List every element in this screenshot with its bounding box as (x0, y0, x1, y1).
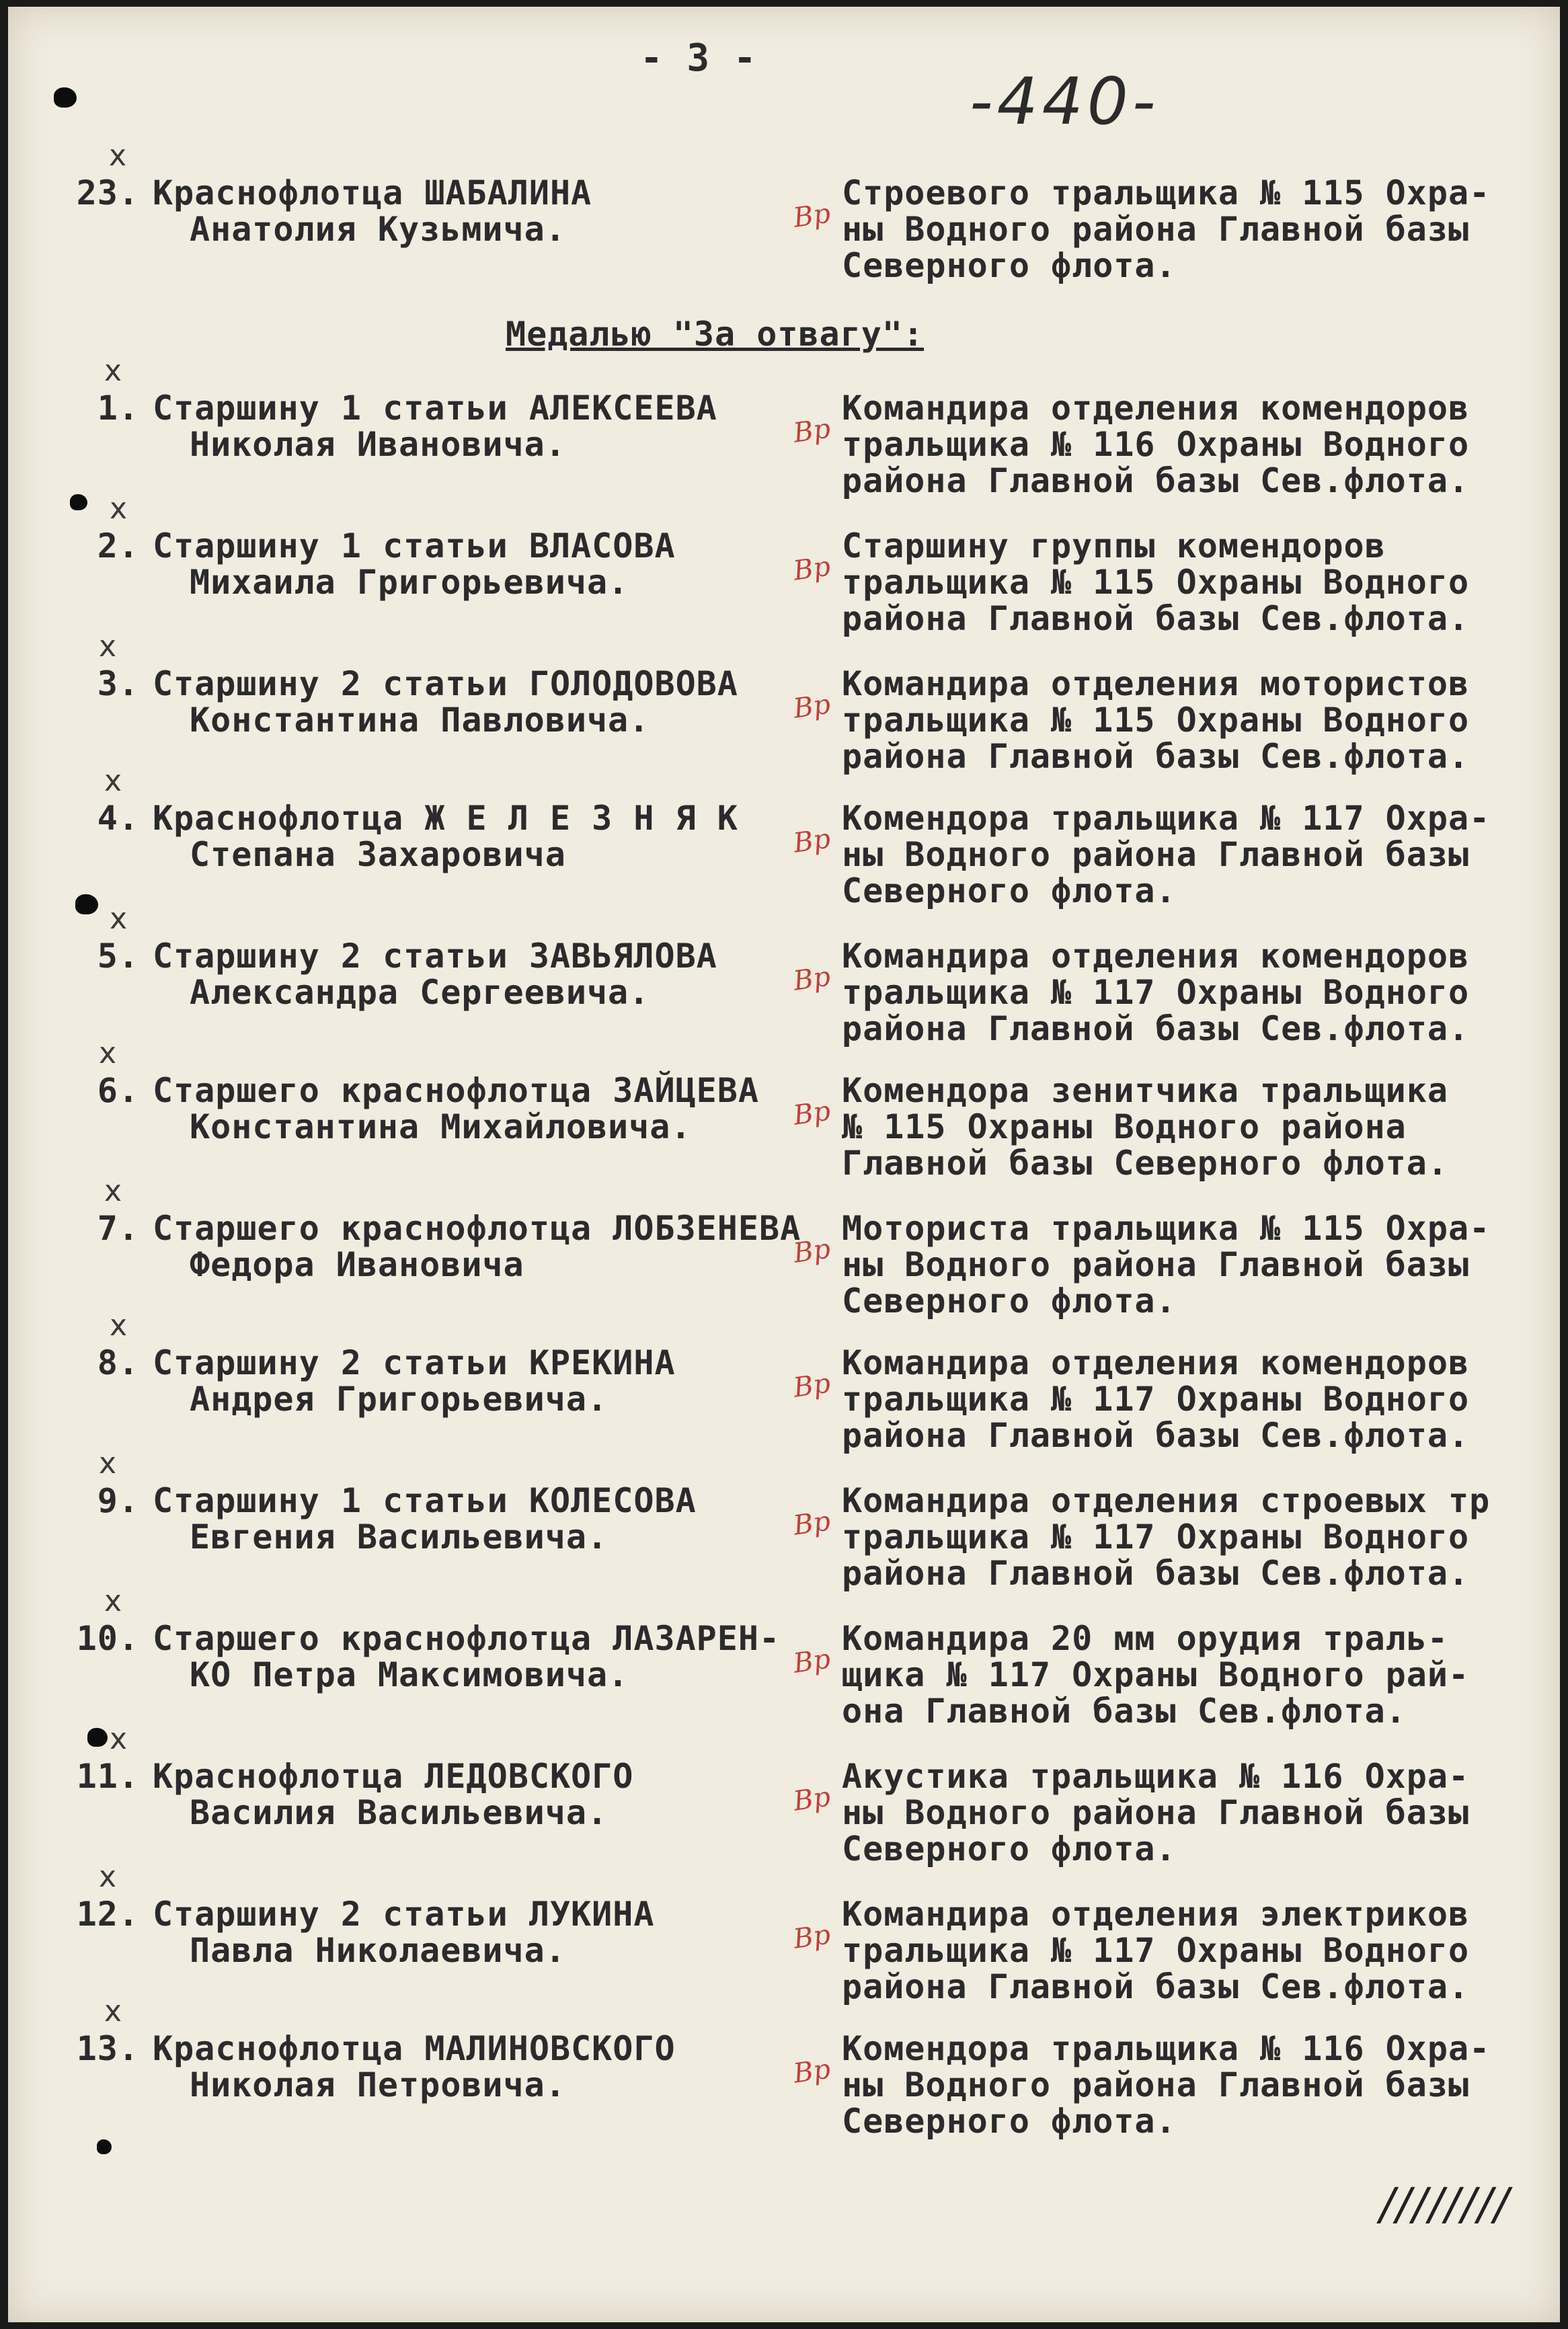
entry-number: 2. (97, 526, 139, 565)
check-mark: х (110, 902, 128, 936)
recipient-name (65, 1210, 838, 1283)
entry-number: 13. (76, 2029, 139, 2068)
given-name-patronymic: Василия Васильевича. (190, 1793, 609, 1832)
recipient-name (65, 1758, 838, 1831)
position-description (842, 1210, 1555, 1319)
punch-hole (97, 2139, 112, 2154)
award-entry (8, 491, 1560, 662)
description-line: района Главной базы Сев.флота. (842, 1967, 1470, 2005)
document-page (8, 7, 1560, 2322)
rank-and-surname: Старшину 1 статьи ВЛАСОВА (153, 526, 676, 565)
position-description (842, 175, 1555, 284)
rank-and-surname: Краснофлотца МАЛИНОВСКОГО (153, 2029, 676, 2068)
description-line: Акустика тральщика № 116 Охра- (842, 1758, 1470, 1796)
given-name-patronymic: Константина Михайловича. (190, 1107, 692, 1146)
verified-mark: Вр (791, 1643, 832, 1680)
description-line: Командира отделения электриков (842, 1896, 1470, 1934)
award-entry (8, 629, 1560, 800)
check-mark: х (99, 1036, 117, 1070)
recipient-name (65, 800, 838, 873)
description-line: района Главной базы Сев.флота. (842, 1416, 1470, 1454)
award-entry (8, 1036, 1560, 1207)
given-name-patronymic: Николая Ивановича. (190, 425, 566, 464)
rank-and-surname: Краснофлотца ЛЕДОВСКОГО (153, 1757, 634, 1796)
recipient-name (65, 175, 838, 247)
description-line: Командира отделения комендоров (842, 1345, 1470, 1382)
check-mark: х (99, 629, 117, 664)
rank-and-surname: Старшего краснофлотца ЛОБЗЕНЕВА (153, 1209, 801, 1248)
description-line: Главной базы Северного флота. (842, 1144, 1448, 1181)
punch-hole (70, 494, 87, 510)
rank-and-surname: Краснофлотца Ж Е Л Е З Н Я К (153, 799, 738, 838)
entry-number: 1. (97, 389, 139, 428)
position-description (842, 1483, 1555, 1591)
rank-and-surname: Старшину 2 статьи ГОЛОДОВОВА (153, 664, 738, 703)
check-mark: х (110, 491, 128, 526)
description-line: Северного флота. (842, 1829, 1177, 1867)
verified-mark: Вр (791, 2053, 832, 2090)
given-name-patronymic: Николая Петровича. (190, 2065, 566, 2104)
archive-number: -440- (970, 64, 1160, 139)
entry-number: 4. (97, 799, 139, 838)
description-line: Командира отделения строевых тр (842, 1483, 1491, 1520)
description-line: тральщика № 117 Охраны Водного (842, 1517, 1470, 1556)
position-description (842, 1072, 1555, 1181)
position-description (842, 800, 1555, 909)
check-mark: х (104, 1174, 122, 1208)
entry-number: 8. (97, 1343, 139, 1382)
entry-number: 3. (97, 664, 139, 703)
description-line: района Главной базы Сев.флота. (842, 737, 1470, 775)
entry-number: 11. (76, 1757, 139, 1796)
description-line: Северного флота. (842, 871, 1177, 909)
verified-mark: Вр (791, 1919, 832, 1955)
description-line: района Главной базы Сев.флота. (842, 461, 1470, 499)
verified-mark: Вр (791, 1233, 832, 1269)
section-heading: Медалью "За отвагу": (506, 315, 925, 354)
check-mark: х (104, 764, 122, 798)
rank-and-surname: Старшину 2 статьи ЛУКИНА (153, 1895, 655, 1934)
description-line: района Главной базы Сев.флота. (842, 1009, 1470, 1047)
recipient-name (65, 2030, 838, 2103)
recipient-name (65, 1072, 838, 1145)
entry-number: 23. (76, 173, 139, 212)
description-line: Комендора тральщика № 117 Охра- (842, 800, 1491, 838)
award-entry (8, 1722, 1560, 1893)
recipient-name (65, 1620, 838, 1693)
verified-mark: Вр (791, 1505, 832, 1542)
description-line: ны Водного района Главной базы (842, 1245, 1470, 1284)
check-mark: х (109, 139, 127, 173)
given-name-patronymic: Андрея Григорьевича. (190, 1380, 609, 1419)
award-entry (8, 902, 1560, 1072)
description-line: Комендора зенитчика тральщика (842, 1072, 1448, 1110)
given-name-patronymic: Михаила Григорьевича. (190, 563, 629, 602)
entry-number: 6. (97, 1071, 139, 1110)
description-line: Старшину группы комендоров (842, 528, 1386, 565)
entry-number: 12. (76, 1895, 139, 1934)
description-line: Моториста тральщика № 115 Охра- (842, 1210, 1491, 1248)
description-line: тральщика № 117 Охраны Водного (842, 973, 1470, 1012)
check-mark: х (104, 1584, 122, 1618)
recipient-name (65, 1345, 838, 1417)
verified-mark: Вр (791, 688, 832, 725)
rank-and-surname: Старшего краснофлотца ЗАЙЦЕВА (153, 1071, 759, 1110)
recipient-name (65, 1483, 838, 1555)
rank-and-surname: Старшину 2 статьи КРЕКИНА (153, 1343, 676, 1382)
description-line: ны Водного района Главной базы (842, 1793, 1470, 1832)
description-line: тральщика № 115 Охраны Водного (842, 563, 1470, 602)
check-mark: х (104, 1994, 122, 2028)
description-line: Строевого тральщика № 115 Охра- (842, 175, 1491, 212)
description-line: Комендора тральщика № 116 Охра- (842, 2030, 1491, 2068)
recipient-name (65, 528, 838, 600)
description-line: Северного флота. (842, 246, 1177, 284)
position-description (842, 1896, 1555, 2005)
entry-number: 7. (97, 1209, 139, 1248)
description-line: ны Водного района Главной базы (842, 835, 1470, 874)
description-line: Командира 20 мм орудия траль- (842, 1620, 1448, 1658)
recipient-name (65, 390, 838, 463)
position-description (842, 1345, 1555, 1454)
given-name-patronymic: Евгения Васильевича. (190, 1517, 609, 1556)
description-line: Северного флота. (842, 2102, 1177, 2139)
entry-number: 9. (97, 1481, 139, 1520)
description-line: щика № 117 Охраны Водного рай- (842, 1655, 1470, 1694)
rank-and-surname: Старшего краснофлотца ЛАЗАРЕН- (153, 1619, 781, 1658)
position-description (842, 1758, 1555, 1867)
verified-mark: Вр (791, 551, 832, 587)
award-entry (8, 1308, 1560, 1479)
award-entry (8, 139, 1560, 309)
position-description (842, 938, 1555, 1047)
award-entry (8, 1446, 1560, 1617)
given-name-patronymic: Степана Захаровича (190, 835, 566, 874)
award-entry (8, 1994, 1560, 2165)
award-entry (8, 1860, 1560, 2030)
check-mark: х (110, 1722, 128, 1756)
check-mark: х (110, 1308, 128, 1343)
description-line: Северного флота. (842, 1281, 1177, 1319)
position-description (842, 528, 1555, 637)
award-entry (8, 354, 1560, 524)
check-mark: х (104, 354, 122, 388)
verified-mark: Вр (791, 961, 832, 997)
given-name-patronymic: Федора Ивановича (190, 1245, 524, 1284)
description-line: Командира отделения мотористов (842, 666, 1470, 703)
description-line: она Главной базы Сев.флота. (842, 1692, 1407, 1729)
verified-mark: Вр (791, 1368, 832, 1404)
verified-mark: Вр (791, 1095, 832, 1132)
punch-hole (75, 894, 98, 914)
description-line: ны Водного района Главной базы (842, 2065, 1470, 2104)
rank-and-surname: Старшину 1 статьи АЛЕКСЕЕВА (153, 389, 717, 428)
given-name-patronymic: Константина Павловича. (190, 701, 650, 740)
award-entry (8, 764, 1560, 935)
description-line: района Главной базы Сев.флота. (842, 1554, 1470, 1591)
award-entry (8, 1584, 1560, 1755)
description-line: тральщика № 117 Охраны Водного (842, 1931, 1470, 1970)
award-entry (8, 1174, 1560, 1345)
recipient-name (65, 938, 838, 1011)
position-description (842, 1620, 1555, 1729)
closing-marks: //////// (1380, 2178, 1510, 2230)
description-line: тральщика № 117 Охраны Водного (842, 1380, 1470, 1419)
description-line: района Главной базы Сев.флота. (842, 599, 1470, 637)
punch-hole (54, 87, 77, 108)
recipient-name (65, 666, 838, 738)
punch-hole (87, 1728, 108, 1747)
given-name-patronymic: Александра Сергеевича. (190, 973, 650, 1012)
description-line: Командира отделения комендоров (842, 938, 1470, 976)
position-description (842, 2030, 1555, 2139)
entry-number: 5. (97, 937, 139, 976)
verified-mark: Вр (791, 198, 832, 234)
given-name-patronymic: Анатолия Кузьмича. (190, 210, 566, 249)
description-line: № 115 Охраны Водного района (842, 1107, 1407, 1146)
check-mark: х (99, 1860, 117, 1894)
check-mark: х (99, 1446, 117, 1481)
rank-and-surname: Старшину 1 статьи КОЛЕСОВА (153, 1481, 697, 1520)
rank-and-surname: Краснофлотца ШАБАЛИНА (153, 173, 592, 212)
position-description (842, 390, 1555, 499)
description-line: тральщика № 116 Охраны Водного (842, 425, 1470, 464)
recipient-name (65, 1896, 838, 1969)
description-line: Командира отделения комендоров (842, 390, 1470, 428)
description-line: тральщика № 115 Охраны Водного (842, 701, 1470, 740)
given-name-patronymic: КО Петра Максимовича. (190, 1655, 629, 1694)
verified-mark: Вр (791, 823, 832, 859)
entry-number: 10. (76, 1619, 139, 1658)
description-line: ны Водного района Главной базы (842, 210, 1470, 249)
position-description (842, 666, 1555, 775)
rank-and-surname: Старшину 2 статьи ЗАВЬЯЛОВА (153, 937, 717, 976)
given-name-patronymic: Павла Николаевича. (190, 1931, 566, 1970)
page-number: - 3 - (640, 36, 757, 80)
verified-mark: Вр (791, 413, 832, 449)
verified-mark: Вр (791, 1781, 832, 1817)
